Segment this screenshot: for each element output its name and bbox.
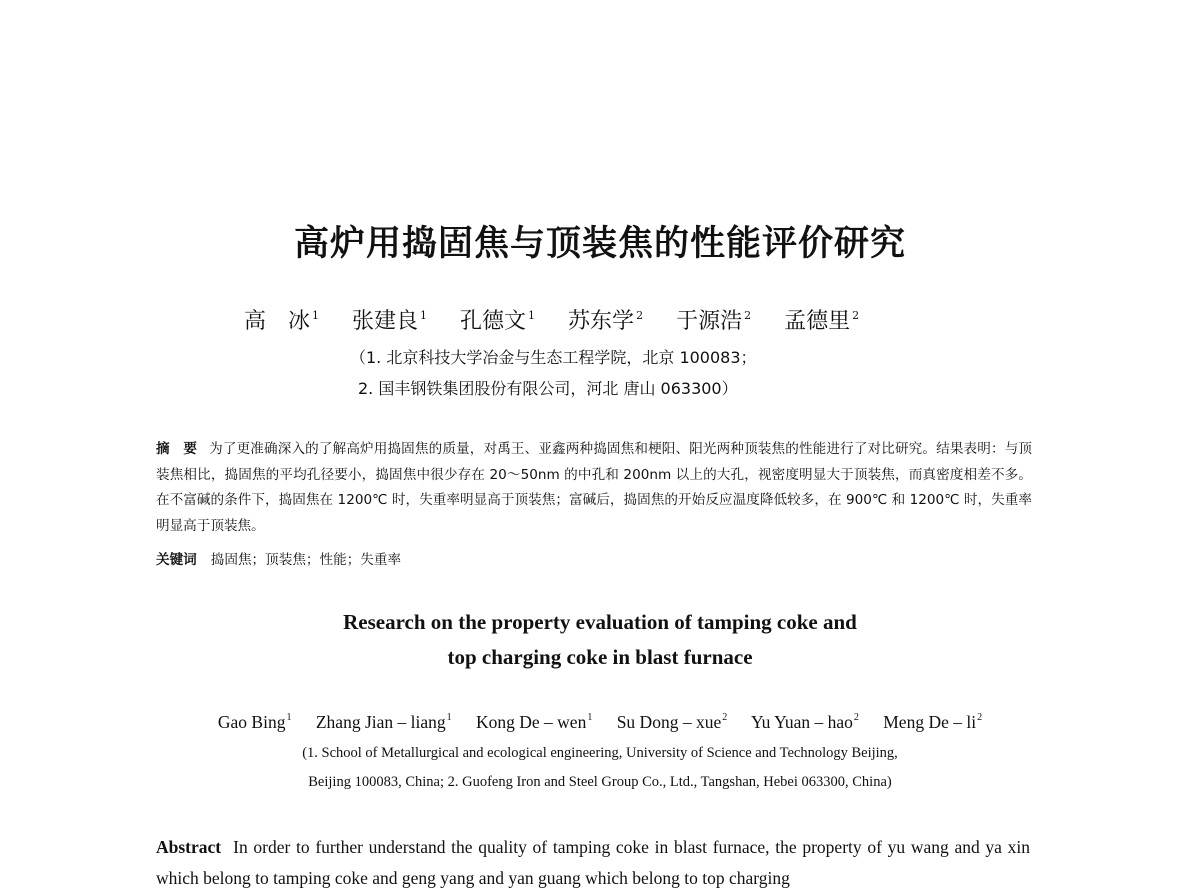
keywords-cn	[156, 548, 401, 568]
affiliation-cn-line-2: 2. 国丰钢铁集团股份有限公司，河北 唐山 063300）	[358, 379, 738, 398]
author-cn: 高 冰 $^1$	[244, 309, 320, 334]
affiliation-en-line-2: Beijing 100083, China; 2. Guofeng Iron and Steel Group Co., Ltd., Tangshan, Hebei 063300, China)	[308, 774, 892, 790]
author-cn: 张建良 $^1$	[352, 309, 428, 334]
keywords-cn-text: 捣固焦；顶装焦；性能；失重率	[210, 552, 402, 568]
abstract-cn-text: 为了更准确深入的了解高炉用捣固焦的质量，对禹王、亚鑫两种捣固焦和梗阳、阳光两种顶装焦的性能进行了对比研究。结果表明：与顶装焦相比，捣固焦的平均孔径要小，捣固焦中很少存在 20～50nm 的中孔和 200nm 以上的大孔，视密度明显大于顶装焦，而真密度相差不多。在不富碱的条件下，捣固焦在 1200℃ 时，失重率明显高于顶装焦；富碱后，捣固焦的开始反应温度降低较多，在 900℃ 和 1200℃ 时，失重率明显高于顶装焦。	[156, 441, 1033, 534]
abstract-en-label: Abstract	[156, 837, 222, 857]
affiliation-cn-line-1: （1. 北京科技大学冶金与生态工程学院，北京 100083；	[350, 348, 757, 367]
author-cn: 于源浩 $^2$	[676, 309, 752, 334]
author-en: Su Dong – xue$^2$	[616, 712, 728, 732]
keywords-cn-label: 关键词	[156, 552, 197, 568]
author-en: Meng De – $li^2$	[883, 712, 983, 732]
affiliation-en-line-1: (1. School of Metallurgical and ecological engineering, University of Science and Technology Beijing,	[302, 745, 898, 761]
author-en: Kong De – wen$^1$	[476, 712, 593, 732]
author-list-en	[0, 712, 1200, 733]
author-cn: 苏东学 $^2$	[568, 309, 644, 334]
abstract-en-text: In order to further understand the quality of tamping coke in blast furnace, the property of yu wang and ya xin which belong to tamping coke and geng yang and yan guang which belong to top charging	[156, 837, 1030, 888]
author-en: Gao Bing$^1$	[217, 712, 292, 732]
author-cn: 孟德里 $^2$	[784, 309, 860, 334]
abstract-en	[156, 832, 1030, 894]
paper-title-cn: 高炉用捣固焦与顶装焦的性能评价研究	[293, 224, 906, 264]
abstract-cn	[156, 437, 1032, 539]
paper-title-en-line-2: top charging coke in blast furnace	[447, 645, 753, 669]
author-en: Yu Yuan – hao$^2$	[750, 712, 859, 732]
author-en: Zhang Jian – liang$^1$	[315, 712, 452, 732]
author-list-cn	[244, 304, 885, 335]
paper-title-en-line-1: Research on the property evaluation of tamping coke and	[343, 610, 857, 634]
author-cn: 孔德文 $^1$	[460, 309, 536, 334]
abstract-cn-label: 摘 要	[156, 441, 198, 457]
